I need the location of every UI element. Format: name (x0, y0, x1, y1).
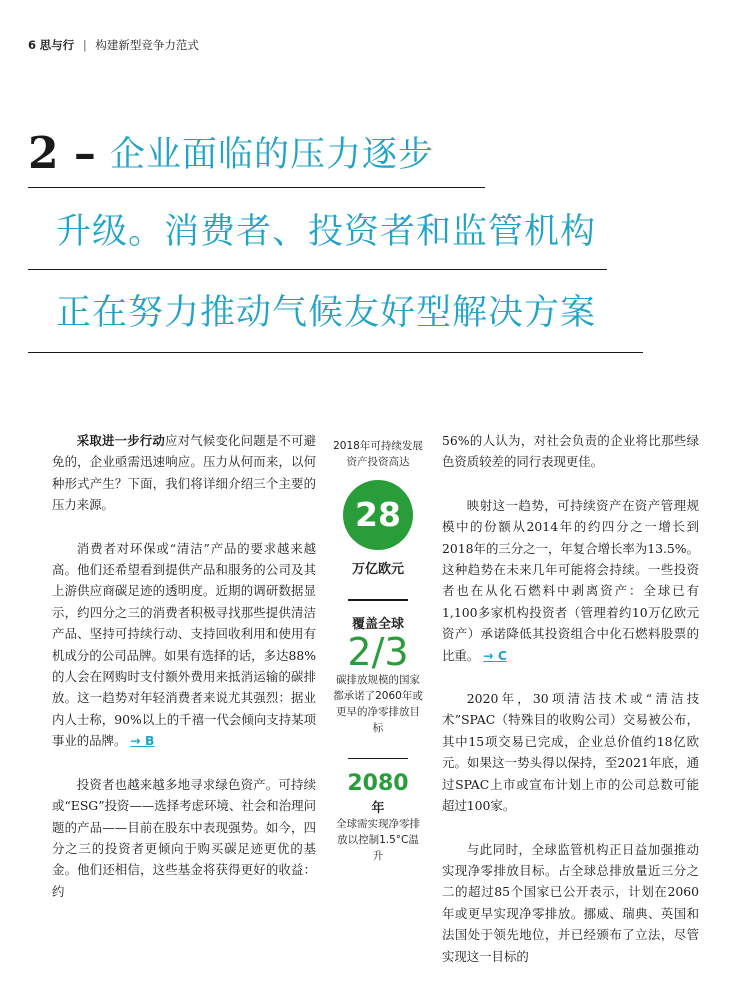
ref-link-b[interactable]: → B (130, 733, 155, 749)
paragraph (442, 839, 699, 967)
brand-name: 思与行 (39, 38, 75, 52)
title-line-3 (28, 293, 643, 353)
paragraph (52, 430, 316, 516)
paragraph (442, 430, 699, 473)
stat-description: 全球需实现净零排放以控制1.5°C温升 (336, 818, 420, 862)
paragraph (52, 774, 316, 902)
title-text-1: 企业面临的压力逐步 (109, 135, 434, 175)
title-line-1 (28, 128, 485, 188)
page-header (28, 37, 199, 53)
stat-description: 碳排放规模的国家都承诺了2060年或更早的净零排放目标 (333, 673, 423, 734)
paragraph-text: 与此同时，全球监管机构正日益加强推动实现净零排放目标。占全球总排放量近三分之二的超过85个国家已公开表示，计划在2060年或更早实现净零排放。挪威、瑞典、英国和法国处于领先地位，并已经颁布了立法，尽管实现这一目标的 (442, 841, 699, 964)
title-line-2 (28, 212, 607, 270)
text-column-left (52, 430, 316, 924)
header-subtitle: 构建新型竞争力范式 (95, 38, 199, 52)
divider (348, 758, 408, 760)
paragraph (442, 495, 699, 666)
stats-sidebar (333, 438, 423, 864)
ref-link-c[interactable]: → C (483, 647, 507, 663)
stat-unit: 万亿欧元 (351, 562, 404, 577)
header-separator: | (82, 38, 87, 52)
divider (348, 599, 408, 601)
title-text-3: 正在努力推动气候友好型解决方案 (56, 293, 597, 333)
lead-phrase: 采取进一步行动 (76, 433, 166, 448)
stat-unit: 年 (371, 801, 385, 816)
paragraph-text: 投资者也越来越多地寻求绿色资产。可持续或“ESG”投资——选择考虑环境、社会和治理问题的产品——目前在股东中表现强势。如今，四分之三的投资者更倾向于购买碳足迹更优的基金。他们还相信，这些基金将获得更好的收益：约 (52, 776, 316, 899)
stat-value: 2080 (347, 771, 409, 796)
paragraph-text: 映射这一趋势，可持续资产在资产管理规模中的份额从2014年的约四分之一增长到2018年的三分之一，年复合增长率为13.5%。这种趋势在未来几年可能将会持续。一些投资者也在从化石燃料中剥离资产：全球已有1,100多家机构投资者（管理着约10万亿欧元资产）承诺降低其投资组合中化石燃料股票的比重。 (442, 497, 699, 663)
title-text-2: 升级。消费者、投资者和监管机构 (56, 212, 597, 252)
paragraph-text: 2020年，30项清洁技术或“清洁技术”SPAC（特殊目的收购公司）交易被公布，其中15项交易已完成，企业总价值约18亿欧元。如果这一势头得以保持，至2021年底，通过SPAC上市或宣布计划上市的公司总数可能超过100家。 (442, 691, 699, 814)
stat-circle: 28 (343, 480, 413, 550)
stat-value: 2/3 (347, 629, 409, 674)
paragraph (442, 688, 699, 816)
page-number: 6 (28, 38, 37, 52)
chapter-number: 2 – (28, 128, 96, 179)
text-column-right (442, 430, 699, 989)
paragraph-text: 56%的人认为，对社会负责的企业将比那些绿色资质较差的同行表现更佳。 (442, 433, 699, 470)
paragraph (52, 538, 316, 752)
stat-label: 覆盖全球 (351, 616, 404, 632)
paragraph-text: 消费者对环保或“清洁”产品的要求越来越高。他们还希望看到提供产品和服务的公司及其上游供应商碳足迹的透明度。近期的调研数据显示，约四分之三的消费者积极寻找那些提供清洁产品、坚持可持续行动、支持回收利用和使用有机成分的公司品牌。如果有选择的话，多达88%的人会在网购时支付额外费用来抵消运输的碳排放。这一趋势对年轻消费者来说尤其强烈：据业内人士称，90%以上的千禧一代会倾向支持某项事业的品牌。 (52, 540, 316, 749)
stat-label: 2018年可持续发展资产投资高达 (333, 440, 423, 468)
paragraph-text: 应对气候变化问题是不可避免的，企业亟需迅速响应。压力从何而来，以何种形式产生？下面，我们将详细介绍三个主要的压力来源。 (52, 433, 317, 513)
